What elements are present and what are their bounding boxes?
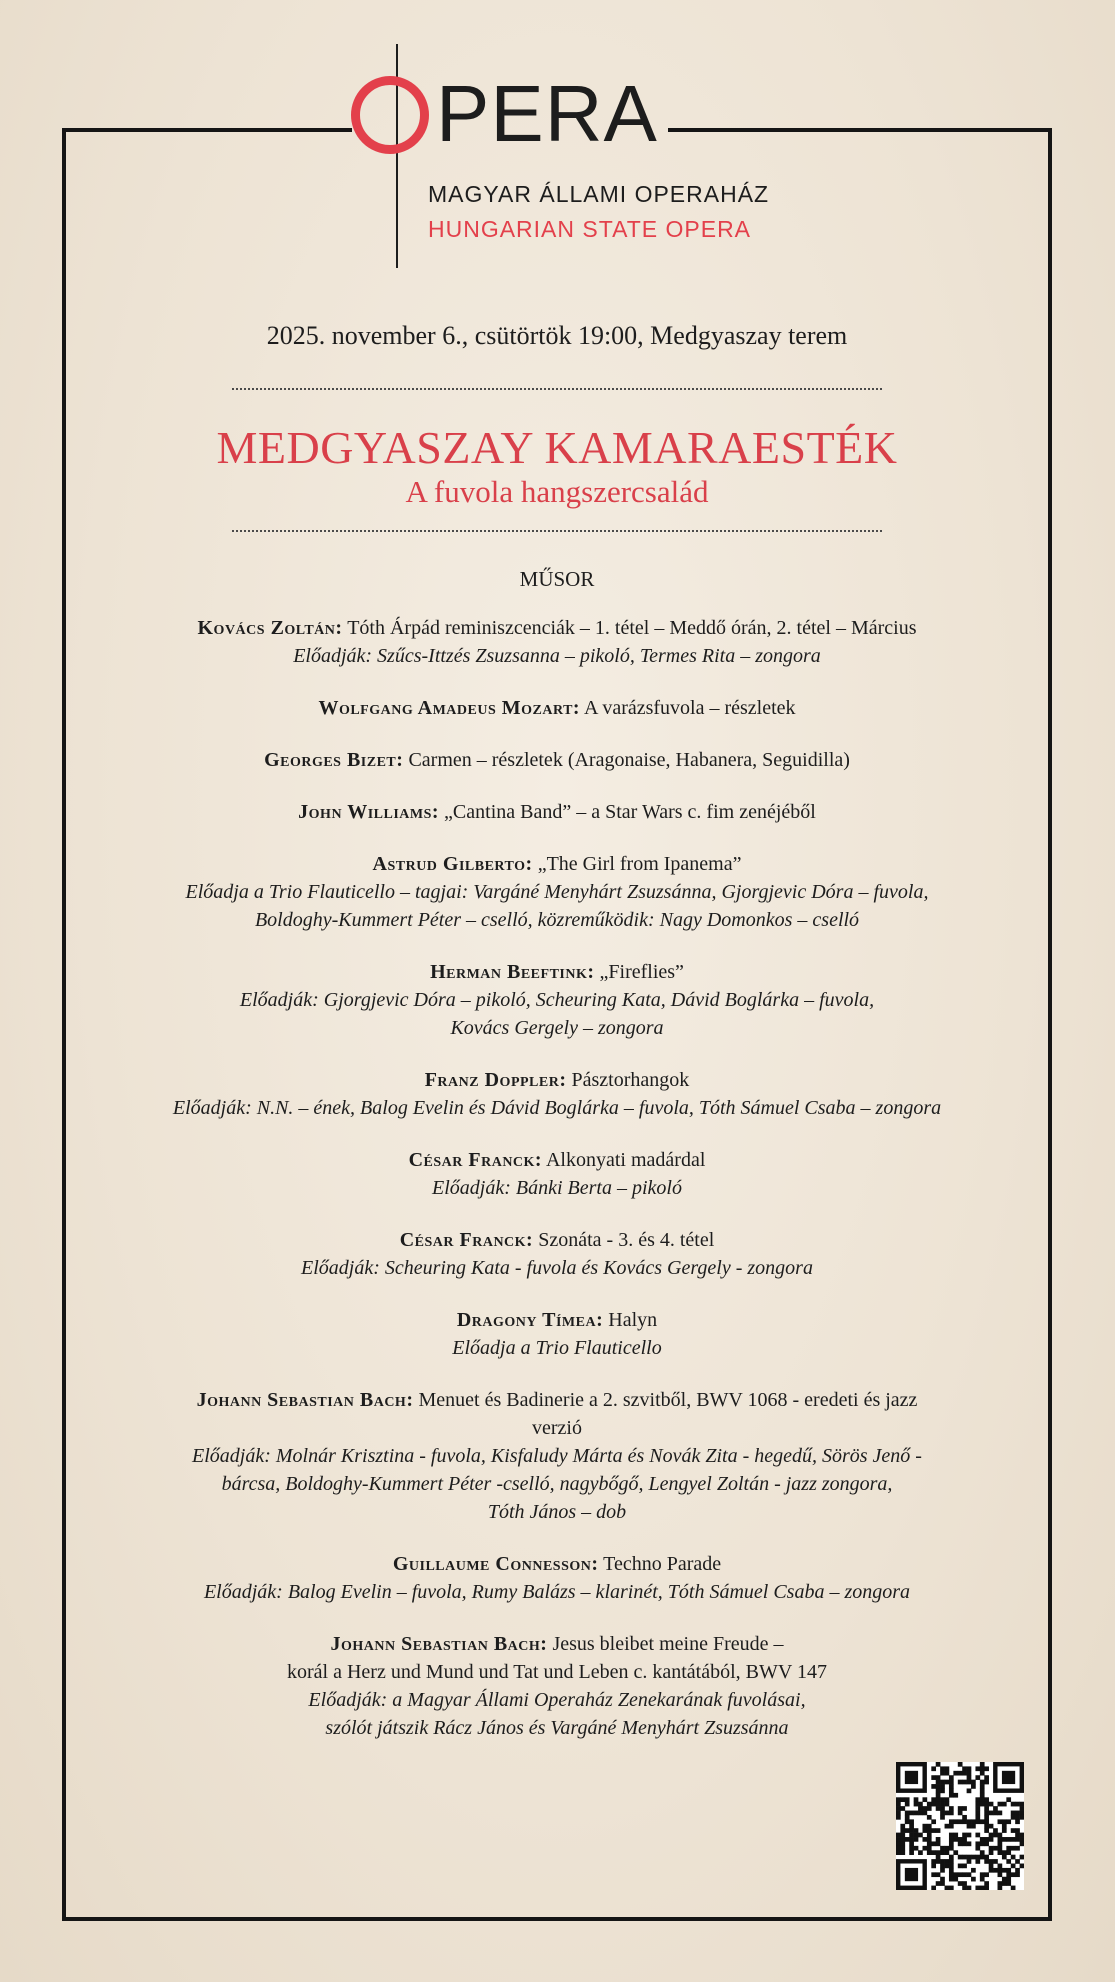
program-entry bbox=[66, 1630, 1048, 1742]
composer-name: John Williams: bbox=[298, 801, 440, 823]
program-heading: MŰSOR bbox=[519, 567, 595, 591]
program-content bbox=[66, 320, 1048, 1766]
entry-title-line bbox=[66, 1306, 1048, 1334]
logo-wordmark: PERA bbox=[436, 69, 658, 158]
program-entry bbox=[66, 1386, 1048, 1526]
performers-line: bárcsa, Boldoghy-Kummert Péter -cselló, nagybőgő, Lengyel Zoltán - jazz zongora, bbox=[221, 1473, 893, 1495]
entry-title-line bbox=[66, 1226, 1048, 1254]
performers-line: Előadják: Szűcs-Ittzés Zsuzsanna – pikoló, Termes Rita – zongora bbox=[293, 645, 821, 667]
work-title: Jesus bleibet meine Freude – bbox=[547, 1633, 784, 1655]
program-entry bbox=[66, 958, 1048, 1042]
work-title-continued: korál a Herz und Mund und Tat und Leben c. kantátából, BWV 147 bbox=[287, 1661, 827, 1683]
composer-name: Kovács Zoltán: bbox=[197, 617, 343, 639]
program-entry bbox=[66, 1306, 1048, 1362]
entry-title-line bbox=[66, 850, 1048, 878]
dotted-divider bbox=[232, 388, 882, 390]
work-title: Halyn bbox=[603, 1309, 658, 1331]
entry-title-line bbox=[66, 614, 1048, 642]
event-title: MEDGYASZAY KAMARAESTÉK bbox=[216, 422, 898, 473]
program-entry bbox=[66, 694, 1048, 722]
performers-line: Boldoghy-Kummert Péter – cselló, közreműködik: Nagy Domonkos – cselló bbox=[254, 909, 860, 931]
work-title: Menuet és Badinerie a 2. szvitből, BWV 1068 - eredeti és jazz bbox=[413, 1389, 918, 1411]
entry-title-line bbox=[66, 798, 1048, 826]
program-entry bbox=[66, 746, 1048, 774]
work-title: Alkonyati madárdal bbox=[542, 1149, 706, 1171]
frame-right-line bbox=[1048, 128, 1052, 1921]
performers-line: Előadják: Molnár Krisztina - fuvola, Kisfaludy Márta és Novák Zita - hegedű, Sörös Jenő - bbox=[192, 1445, 922, 1467]
work-title: A varázsfuvola – részletek bbox=[580, 697, 796, 719]
logo-o-ring bbox=[351, 76, 429, 154]
program-entry bbox=[66, 798, 1048, 826]
logo-subtitle-hu: MAGYAR ÁLLAMI OPERAHÁZ bbox=[428, 181, 770, 207]
event-subtitle: A fuvola hangszercsalád bbox=[405, 474, 709, 509]
program-entry bbox=[66, 1146, 1048, 1202]
program-entry bbox=[66, 850, 1048, 934]
frame-top-left-line bbox=[62, 128, 352, 132]
work-title: „Cantina Band” – a Star Wars c. fim zenéjéből bbox=[439, 801, 816, 823]
entry-title-line bbox=[66, 1386, 1048, 1414]
entry-title-line bbox=[66, 694, 1048, 722]
work-title: Techno Parade bbox=[598, 1553, 722, 1575]
performers-line: Kovács Gergely – zongora bbox=[450, 1017, 664, 1039]
composer-name: Johann Sebastian Bach: bbox=[330, 1633, 548, 1655]
performers-line: Előadják: Gjorgjevic Dóra – pikoló, Scheuring Kata, Dávid Boglárka – fuvola, bbox=[239, 989, 875, 1011]
qr-code[interactable] bbox=[896, 1762, 1024, 1890]
composer-name: Astrud Gilberto: bbox=[372, 853, 533, 875]
performers-line: Előadják: Scheuring Kata - fuvola és Kovács Gergely - zongora bbox=[301, 1257, 813, 1279]
composer-name: César Franck: bbox=[408, 1149, 543, 1171]
work-title: „The Girl from Ipanema” bbox=[532, 853, 742, 875]
composer-name: César Franck: bbox=[399, 1229, 534, 1251]
performers-line: Előadják: N.N. – ének, Balog Evelin és Dávid Boglárka – fuvola, Tóth Sámuel Csaba – zongora bbox=[172, 1097, 942, 1119]
composer-name: Georges Bizet: bbox=[264, 749, 404, 771]
dotted-divider bbox=[232, 530, 882, 532]
work-title-continued: verzió bbox=[532, 1417, 582, 1439]
performers-line: Tóth János – dob bbox=[487, 1501, 627, 1523]
composer-name: Dragony Tímea: bbox=[456, 1309, 604, 1331]
program-entry bbox=[66, 1550, 1048, 1606]
work-title: Pásztorhangok bbox=[566, 1069, 690, 1091]
work-title: Szonáta - 3. és 4. tétel bbox=[533, 1229, 715, 1251]
entry-title-line bbox=[66, 1630, 1048, 1658]
performers-line: Előadják: Balog Evelin – fuvola, Rumy Balázs – klarinét, Tóth Sámuel Csaba – zongora bbox=[203, 1581, 911, 1603]
work-title: „Fireflies” bbox=[594, 961, 684, 983]
program-entry bbox=[66, 614, 1048, 670]
composer-name: Wolfgang Amadeus Mozart: bbox=[318, 697, 581, 719]
composer-name: Guillaume Connesson: bbox=[392, 1553, 599, 1575]
performers-line: Előadja a Trio Flauticello – tagjai: Vargáné Menyhárt Zsuzsánna, Gjorgjevic Dóra – fuvola, bbox=[185, 881, 929, 903]
composer-name: Herman Beeftink: bbox=[430, 961, 595, 983]
program-entry bbox=[66, 1226, 1048, 1282]
performers-line: Előadják: Bánki Berta – pikoló bbox=[432, 1177, 682, 1199]
program-list bbox=[66, 614, 1048, 1742]
work-title: Carmen – részletek (Aragonaise, Habanera, Seguidilla) bbox=[403, 749, 850, 771]
performers-line: szólót játszik Rácz János és Vargáné Menyhárt Zsuzsánna bbox=[325, 1717, 789, 1739]
work-title: Tóth Árpád reminiszcenciák – 1. tétel – Meddő órán, 2. tétel – Március bbox=[342, 617, 917, 639]
entry-title-line bbox=[66, 1146, 1048, 1174]
frame-top-right-line bbox=[668, 128, 1052, 132]
program-entry bbox=[66, 1066, 1048, 1122]
frame-bottom-line bbox=[62, 1917, 1052, 1921]
performers-line: Előadják: a Magyar Állami Operaház Zenekarának fuvolásai, bbox=[308, 1689, 806, 1711]
composer-name: Johann Sebastian Bach: bbox=[196, 1389, 414, 1411]
entry-title-line bbox=[66, 1550, 1048, 1578]
logo-subtitle-en: HUNGARIAN STATE OPERA bbox=[428, 216, 752, 242]
entry-title-line bbox=[66, 958, 1048, 986]
entry-title-line bbox=[66, 1066, 1048, 1094]
entry-title-line bbox=[66, 746, 1048, 774]
composer-name: Franz Doppler: bbox=[424, 1069, 567, 1091]
event-date: 2025. november 6., csütörtök 19:00, Medgyaszay terem bbox=[266, 321, 848, 350]
performers-line: Előadja a Trio Flauticello bbox=[452, 1337, 662, 1359]
